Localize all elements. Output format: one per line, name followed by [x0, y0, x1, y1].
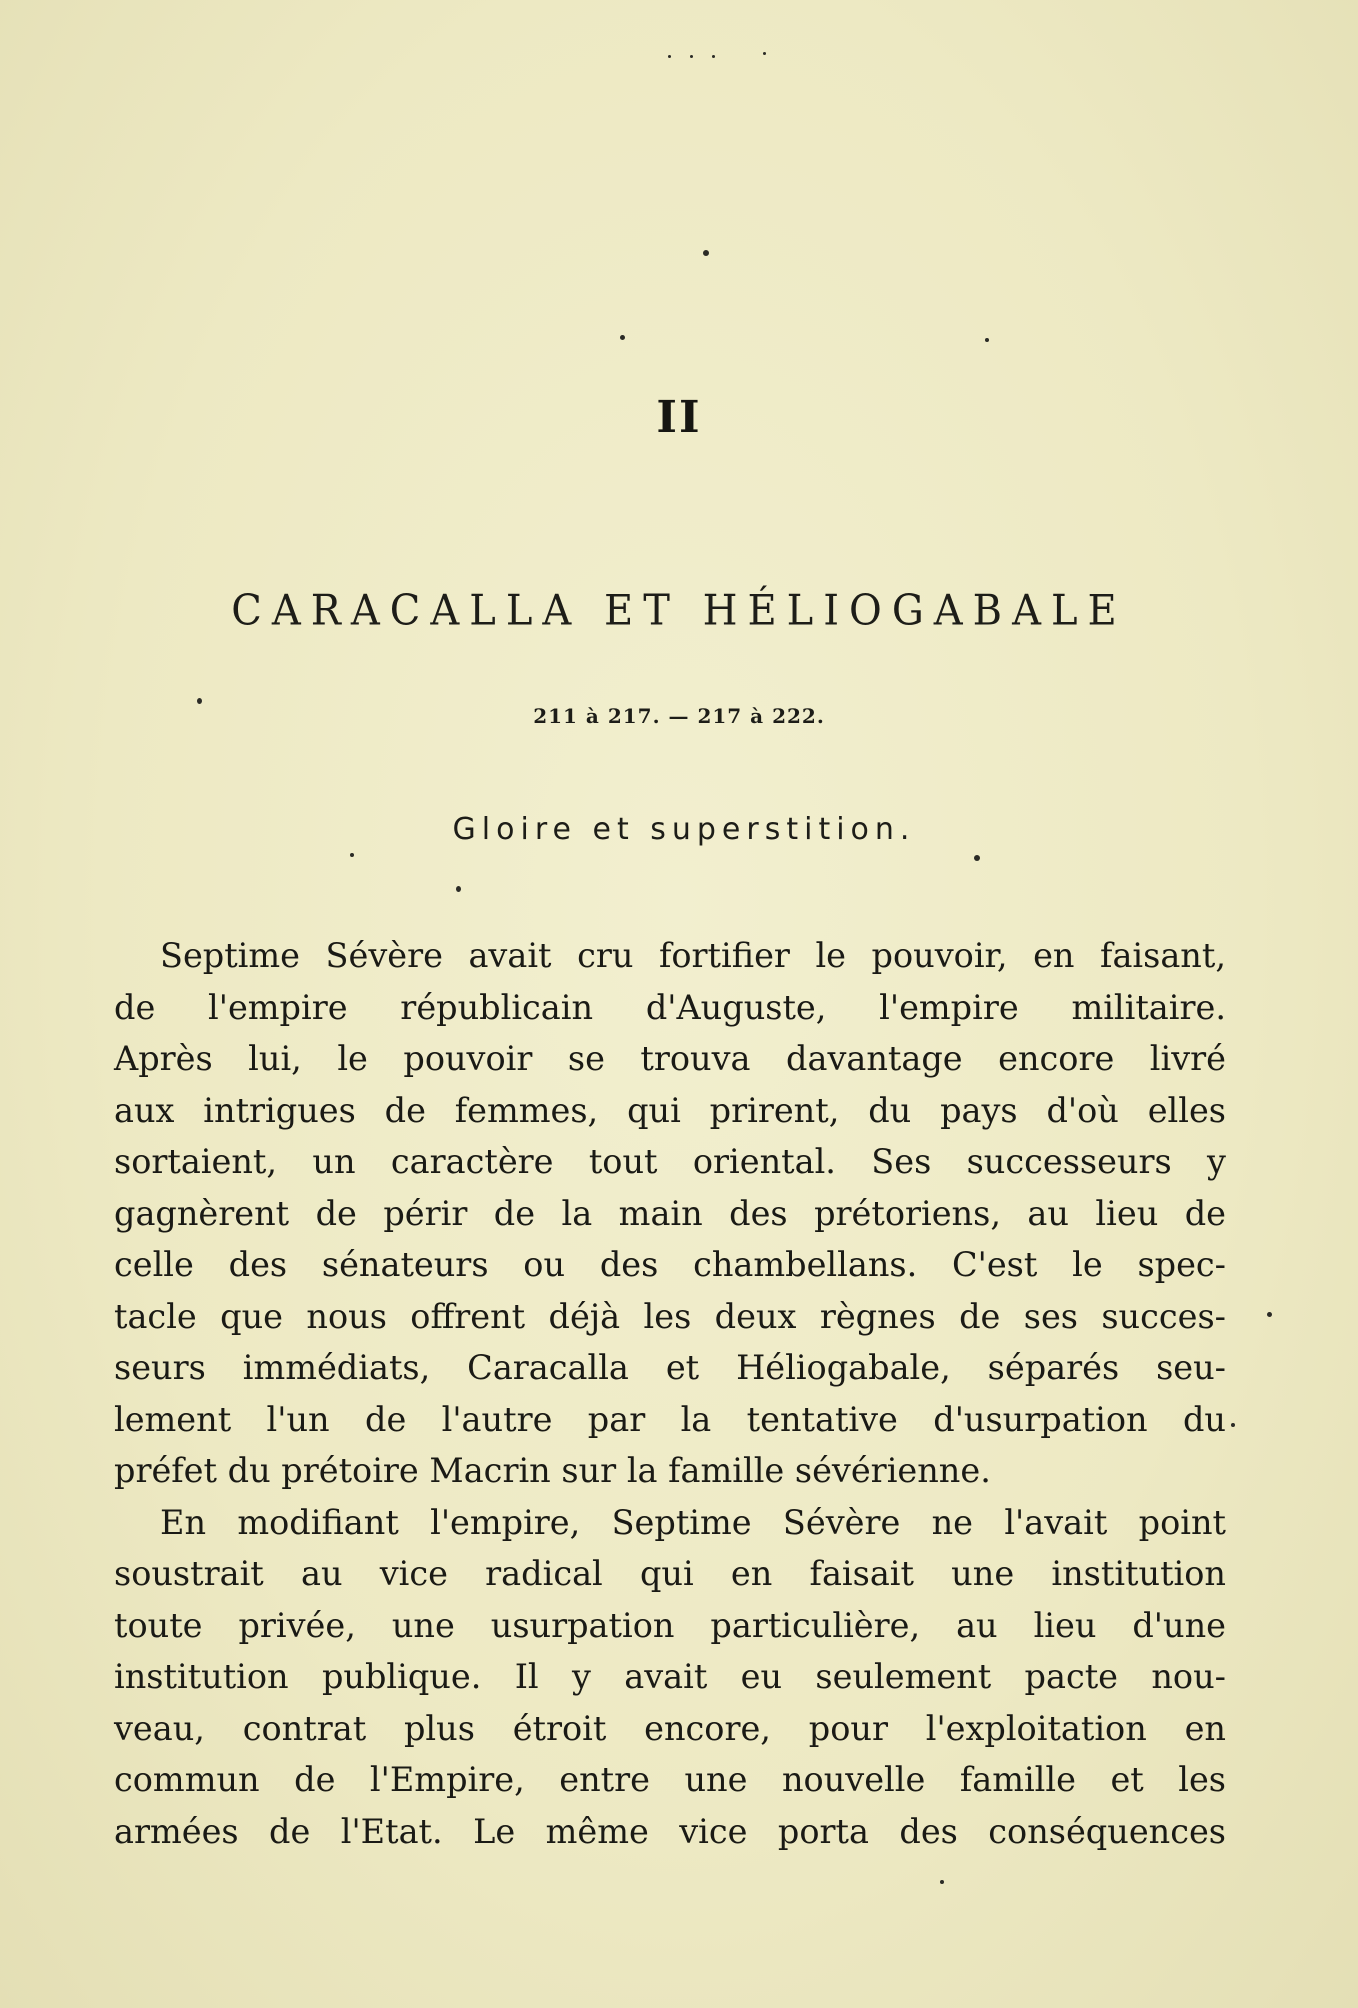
ink-speck — [620, 335, 625, 340]
text-line: tacle que nous offrent déjà les deux règnes de ses succes- — [114, 1296, 1226, 1336]
ink-speck — [690, 55, 693, 58]
text-line: celle des sénateurs ou des chambellans. C'est le spec- — [114, 1245, 1226, 1284]
text-line: soustrait au vice radical qui en faisait une institution — [114, 1554, 1226, 1593]
text-line: sortaient, un caractère tout oriental. Ses successeurs y — [114, 1142, 1226, 1181]
text-line: aux intrigues de femmes, qui prirent, du pays d'où elles — [114, 1090, 1226, 1130]
chapter-subtitle: Gloire et superstition. — [452, 812, 916, 847]
ink-speck — [763, 52, 766, 55]
ink-speck — [1231, 1423, 1235, 1427]
text-line: préfet du prétoire Macrin sur la famille sévérienne. — [114, 1451, 991, 1490]
text-line: veau, contrat plus étroit encore, pour l'exploitation en — [114, 1708, 1226, 1748]
ink-speck — [985, 338, 989, 342]
ink-speck — [940, 1880, 944, 1884]
text-line: En modifiant l'empire, Septime Sévère ne l'avait point — [160, 1502, 1226, 1542]
ink-speck — [668, 55, 671, 58]
ink-speck — [712, 55, 715, 58]
chapter-title: CARACALLA ET HÉLIOGABALE — [231, 586, 1127, 636]
chapter-dates: 211 à 217. — 217 à 222. — [533, 704, 825, 728]
text-line: de l'empire républicain d'Auguste, l'empire militaire. — [114, 987, 1226, 1027]
text-line: toute privée, une usurpation particulière, au lieu d'une — [114, 1605, 1226, 1645]
text-line: gagnèrent de périr de la main des prétoriens, au lieu de — [114, 1193, 1226, 1233]
chapter-number: II — [656, 392, 702, 443]
text-line: institution publique. Il y avait eu seulement pacte nou- — [114, 1657, 1226, 1696]
ink-speck — [703, 250, 709, 256]
text-line: Après lui, le pouvoir se trouva davantage encore livré — [114, 1039, 1226, 1078]
text-line: seurs immédiats, Caracalla et Héliogabale, séparés seu- — [114, 1348, 1226, 1387]
ink-speck — [456, 886, 461, 892]
body-text — [114, 930, 1226, 1857]
ink-speck — [1267, 1312, 1272, 1317]
text-line: commun de l'Empire, entre une nouvelle famille et les — [114, 1760, 1226, 1799]
text-line: armées de l'Etat. Le même vice porta des conséquences — [114, 1811, 1226, 1851]
text-line: lement l'un de l'autre par la tentative d'usurpation du — [114, 1399, 1226, 1439]
text-line: Septime Sévère avait cru fortifier le pouvoir, en faisant, — [160, 936, 1226, 975]
ink-speck — [974, 855, 980, 861]
ink-speck — [350, 853, 354, 857]
